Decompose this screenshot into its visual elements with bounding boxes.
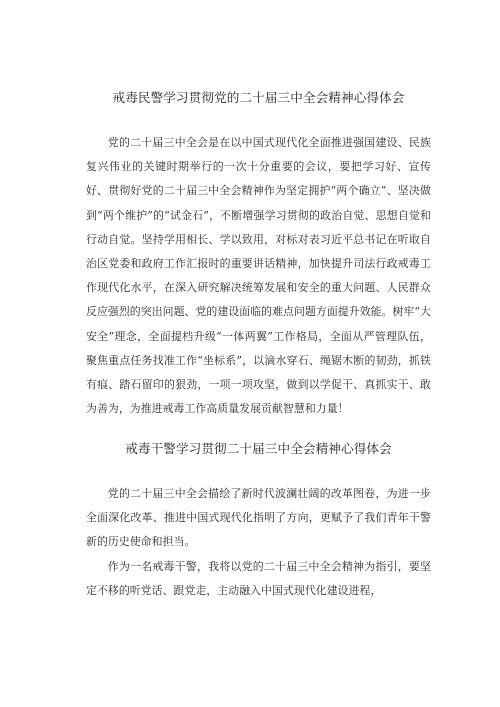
article-1-title: 戒毒民警学习贯彻党的二十届三中全会精神心得体会 [112,90,405,105]
article-1-paragraph-1: 党的二十届三中全会是在以中国式现代化全面推进强国建设、民族复兴伟业的关键时期举行的一次十分重要的会议，要把学习好、宣传好、贯彻好党的二十届三中全会精神作为坚定拥护“两个确立”、坚决做到“两个维护”的“试金石”，不断增强学习贯彻的政治自觉、思想自觉和行动自觉。坚持学用相长、学以致用，对标对表习近平总书记在听取自治区党委和政府工作汇报时的重要讲话精神，加快提升司法行政戒毒工作现代化水平，在深入研究解决统筹发展和安全的重大问题、人民群众反应强烈的突出问题、党的建设面临的难点问题方面提升效能。树牢“大安全”理念，全面提档升级“一体两翼”工作格局，全面从严管理队伍，聚焦重点任务找准工作“坐标系”，以滴水穿石、绳锯木断的韧劲，抓铁有痕、踏石留印的狠劲，一项一项攻坚，做到以学促干、真抓实干、敢为善为，为推进戒毒工作高质量发展贡献智慧和力量！ [86,136,431,416]
article-2-paragraph-2: 作为一名戒毒干警，我将以党的二十届三中全会精神为指引，要坚定不移的听党话、跟党走，主动融入中国式现代化建设进程， [86,559,431,597]
article-2-paragraph-1: 党的二十届三中全会描绘了新时代波澜壮阔的改革图卷，为进一步全面深化改革、推进中国式现代化指明了方向，更赋予了我们青年干警新的历史使命和担当。 [86,487,431,549]
article-2 [86,440,431,603]
article-2-title: 戒毒干警学习贯彻二十届三中全会精神心得体会 [125,441,392,456]
article-1 [86,89,431,421]
